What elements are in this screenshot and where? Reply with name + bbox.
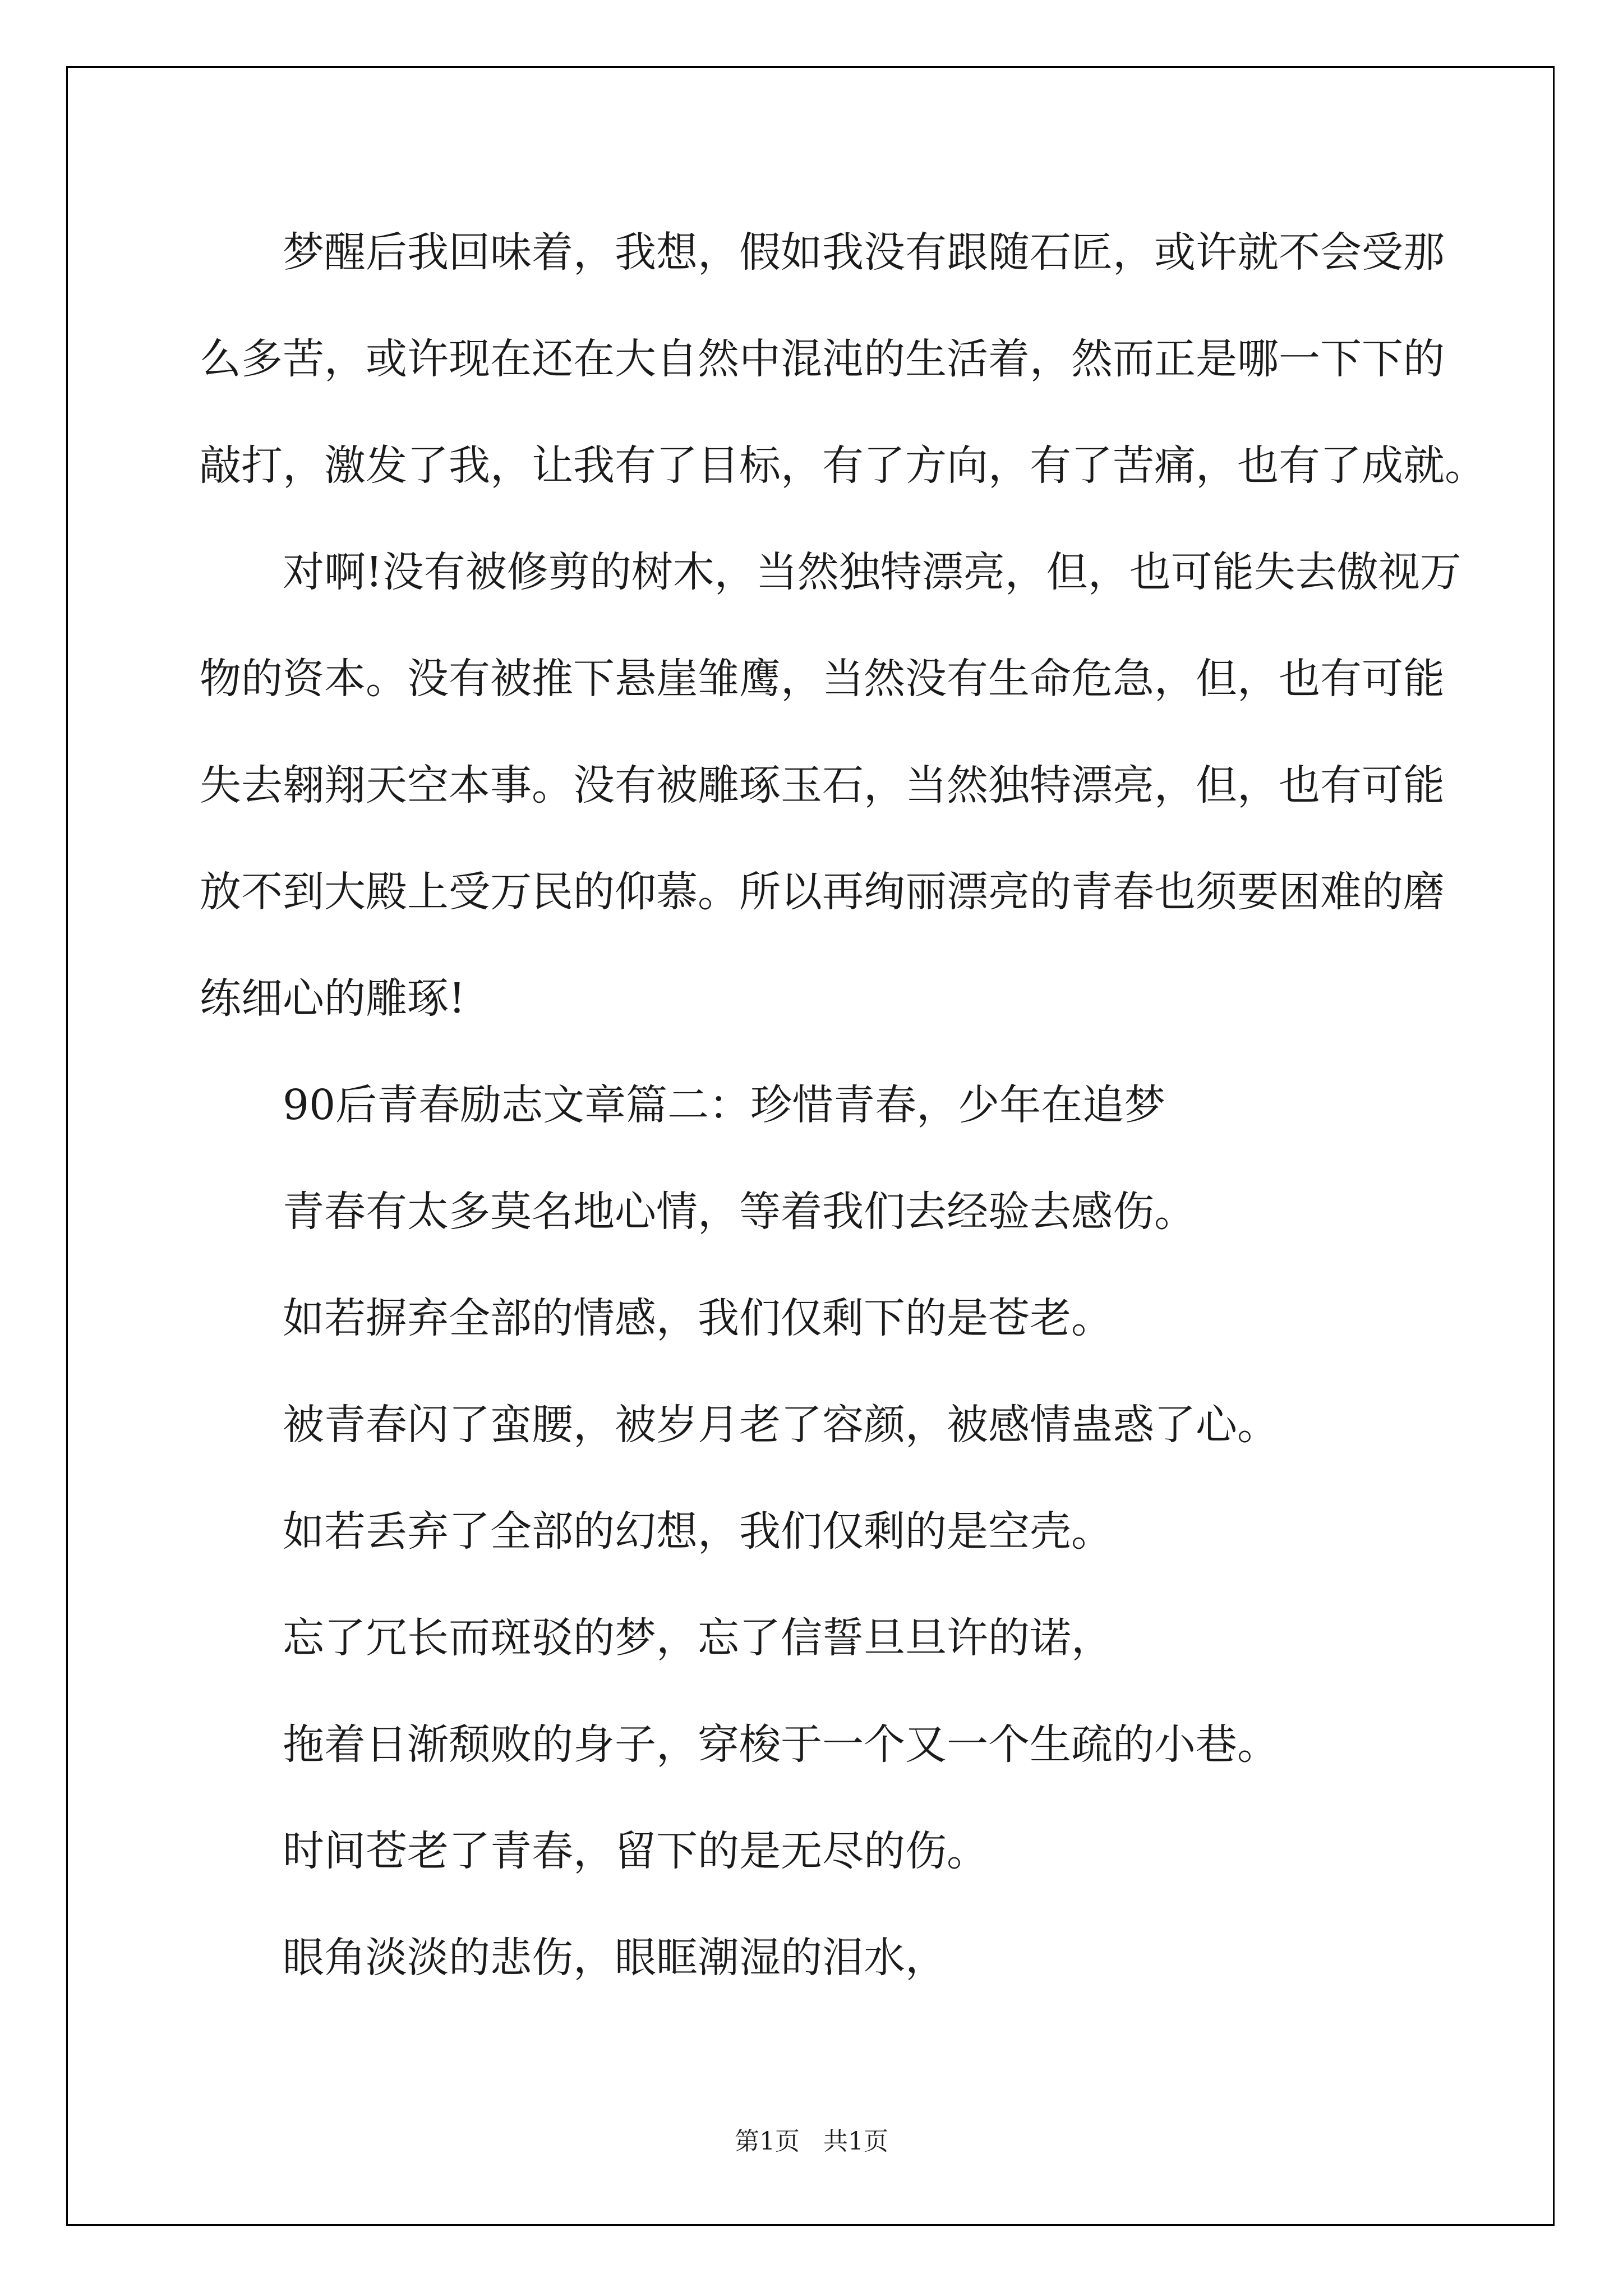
body-line: 对啊!没有被修剪的树木，当然独特漂亮，但，也可能失去傲视万: [283, 548, 1461, 596]
page-number-footer: 第1页 共1页: [735, 2127, 888, 2156]
body-line: 失去翱翔天空本事。没有被雕琢玉石，当然独特漂亮，但，也有可能: [200, 761, 1445, 809]
body-line: 如若丢弃了全部的幻想，我们仅剩的是空壳。: [283, 1507, 1113, 1556]
body-line: 敲打，激发了我，让我有了目标，有了方向，有了苦痛，也有了成就。: [200, 441, 1486, 490]
body-line: 练细心的雕琢!: [200, 974, 465, 1023]
body-line: 青春有太多莫名地心情，等着我们去经验去感伤。: [283, 1188, 1196, 1236]
body-line: 眼角淡淡的悲伤，眼眶潮湿的泪水，: [283, 1934, 947, 1982]
body-line: 物的资本。没有被推下悬崖雏鹰，当然没有生命危急，但，也有可能: [200, 655, 1445, 703]
body-line: 忘了冗长而斑驳的梦，忘了信誓旦旦许的诺，: [283, 1614, 1113, 1662]
body-line: 放不到大殿上受万民的仰慕。所以再绚丽漂亮的青春也须要困难的磨: [200, 868, 1445, 916]
section-heading: 90后青春励志文章篇二：珍惜青春，少年在追梦: [283, 1081, 1166, 1129]
body-line: 拖着日渐颓败的身子，穿梭于一个又一个生疏的小巷。: [283, 1720, 1279, 1769]
body-line: 么多苦，或许现在还在大自然中混沌的生活着，然而正是哪一下下的: [200, 335, 1445, 383]
body-line: 被青春闪了蛮腰，被岁月老了容颜，被感情蛊惑了心。: [283, 1401, 1279, 1449]
body-line: 梦醒后我回味着，我想，假如我没有跟随石匠，或许就不会受那: [283, 228, 1445, 277]
body-line: 时间苍老了青春，留下的是无尽的伤。: [283, 1827, 988, 1875]
body-line: 如若摒弃全部的情感，我们仅剩下的是苍老。: [283, 1294, 1113, 1342]
page-border: [66, 66, 1555, 2226]
